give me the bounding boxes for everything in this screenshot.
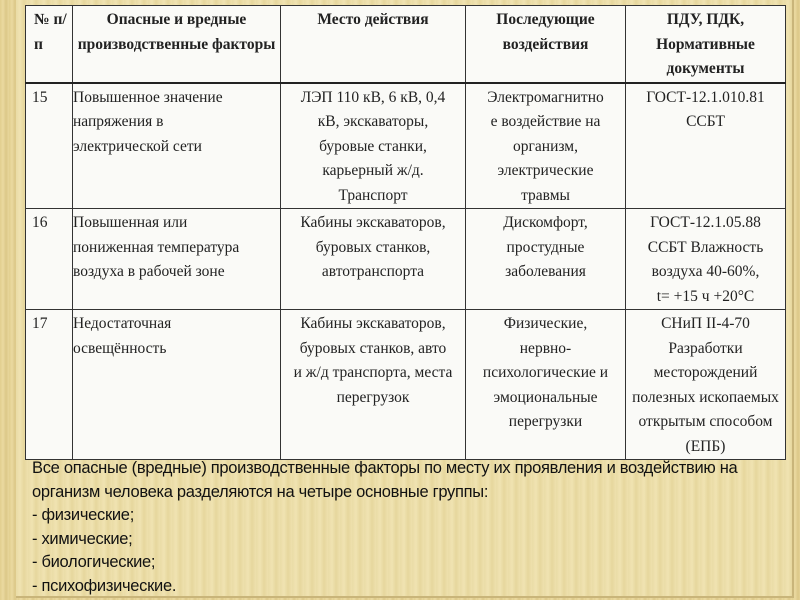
row-number: 17 bbox=[26, 310, 73, 460]
row-norm: СНиП II-4-70 Разработки месторождений полезных ископаемых открытым способом (ЕПБ) bbox=[626, 310, 786, 460]
header-number: № п/п bbox=[26, 6, 73, 83]
table-header-row bbox=[26, 6, 786, 83]
header-norms: ПДУ, ПДК, Нормативные документы bbox=[626, 6, 786, 83]
group-item: - биологические; bbox=[32, 553, 156, 571]
row-factor: Повышенное значение напряжения в электрической сети bbox=[73, 83, 281, 209]
row-place: Кабины экскаваторов, буровых станков, автотранспорта bbox=[281, 209, 466, 310]
row-place: ЛЭП 110 кВ, 6 кВ, 0,4 кВ, экскаваторы, буровые станки, карьерный ж/д. Транспорт bbox=[281, 83, 466, 209]
summary-intro: Все опасные (вредные) производственные факторы по месту их проявления и воздействию на организм человека разделяются на четыре основные группы: bbox=[32, 459, 738, 501]
table-row bbox=[26, 209, 786, 310]
header-effects: Последующие воздействия bbox=[466, 6, 626, 83]
hazard-factors-table bbox=[25, 5, 786, 460]
row-effect: Физические, нервно- психологические и эмоциональные перегрузки bbox=[466, 310, 626, 460]
group-item: - химические; bbox=[32, 529, 133, 548]
row-number: 15 bbox=[26, 83, 73, 209]
row-norm: ГОСТ-12.1.010.81 ССБТ bbox=[626, 83, 786, 209]
table-row bbox=[26, 83, 786, 209]
group-item: - физические; bbox=[32, 506, 134, 524]
row-number: 16 bbox=[26, 209, 73, 310]
row-norm: ГОСТ-12.1.05.88 ССБТ Влажность воздуха 40-60%, t= +15 ч +20°С bbox=[626, 209, 786, 310]
row-factor: Недостаточная освещённость bbox=[73, 310, 281, 460]
row-effect: Электромагнитно е воздействие на организм, электрические травмы bbox=[466, 83, 626, 209]
summary-text bbox=[32, 457, 792, 598]
row-factor: Повышенная или пониженная температура воздуха в рабочей зоне bbox=[73, 209, 281, 310]
header-place: Место действия bbox=[281, 6, 466, 83]
table-row bbox=[26, 310, 786, 460]
group-item: - психофизические. bbox=[32, 576, 177, 595]
row-effect: Дискомфорт, простудные заболевания bbox=[466, 209, 626, 310]
header-factors: Опасные и вредные производственные факторы bbox=[73, 6, 281, 83]
row-place: Кабины экскаваторов, буровых станков, авто и ж/д транспорта, места перегрузок bbox=[281, 310, 466, 460]
